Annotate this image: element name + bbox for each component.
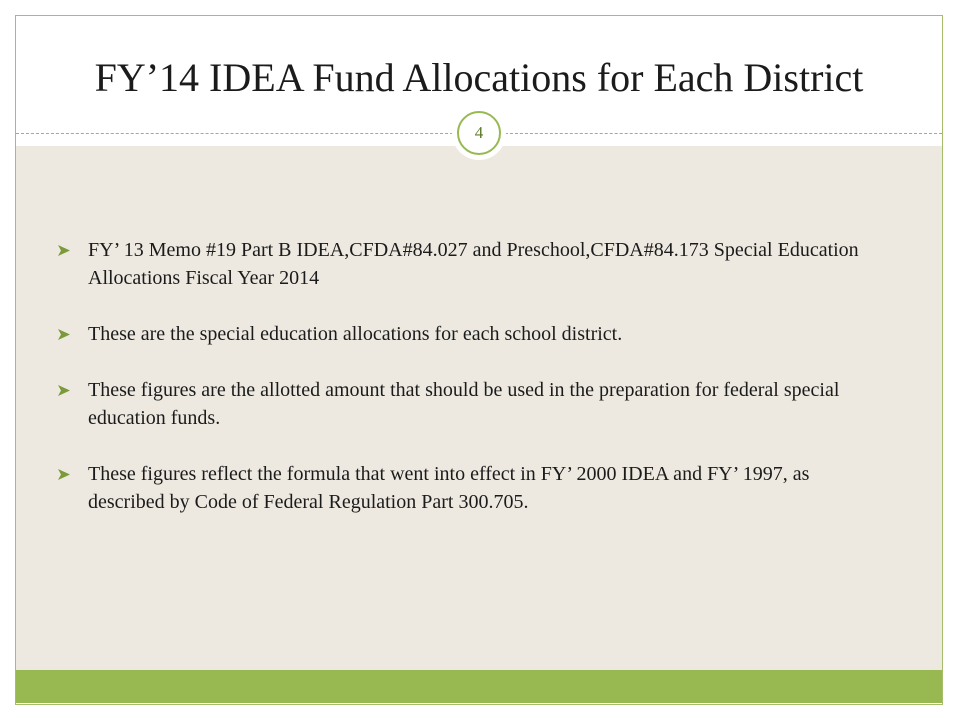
arrow-bullet-icon xyxy=(58,469,70,480)
arrow-bullet-icon xyxy=(58,329,70,340)
bullet-item xyxy=(58,460,888,516)
bullet-text: These figures reflect the formula that went into effect in FY’ 2000 IDEA and FY’ 1997, as described by Code of Federal Regulation Part 300.705. xyxy=(88,463,810,513)
bullet-item xyxy=(58,320,888,348)
bullet-list xyxy=(58,236,888,544)
bullet-text: These figures are the allotted amount that should be used in the preparation for federal special education funds. xyxy=(88,379,840,429)
arrow-bullet-icon xyxy=(58,245,70,256)
footer-bar xyxy=(16,670,942,703)
slide-number-badge xyxy=(452,106,506,160)
bullet-item xyxy=(58,236,888,292)
slide-title: FY’14 IDEA Fund Allocations for Each District xyxy=(94,55,864,100)
bullet-text: These are the special education allocations for each school district. xyxy=(88,323,623,345)
slide-number: 4 xyxy=(457,111,501,155)
bullet-item xyxy=(58,376,888,432)
arrow-bullet-icon xyxy=(58,385,70,396)
bullet-text: FY’ 13 Memo #19 Part B IDEA,CFDA#84.027 and Preschool,CFDA#84.173 Special Education Allocations Fiscal Year 2014 xyxy=(88,239,859,289)
